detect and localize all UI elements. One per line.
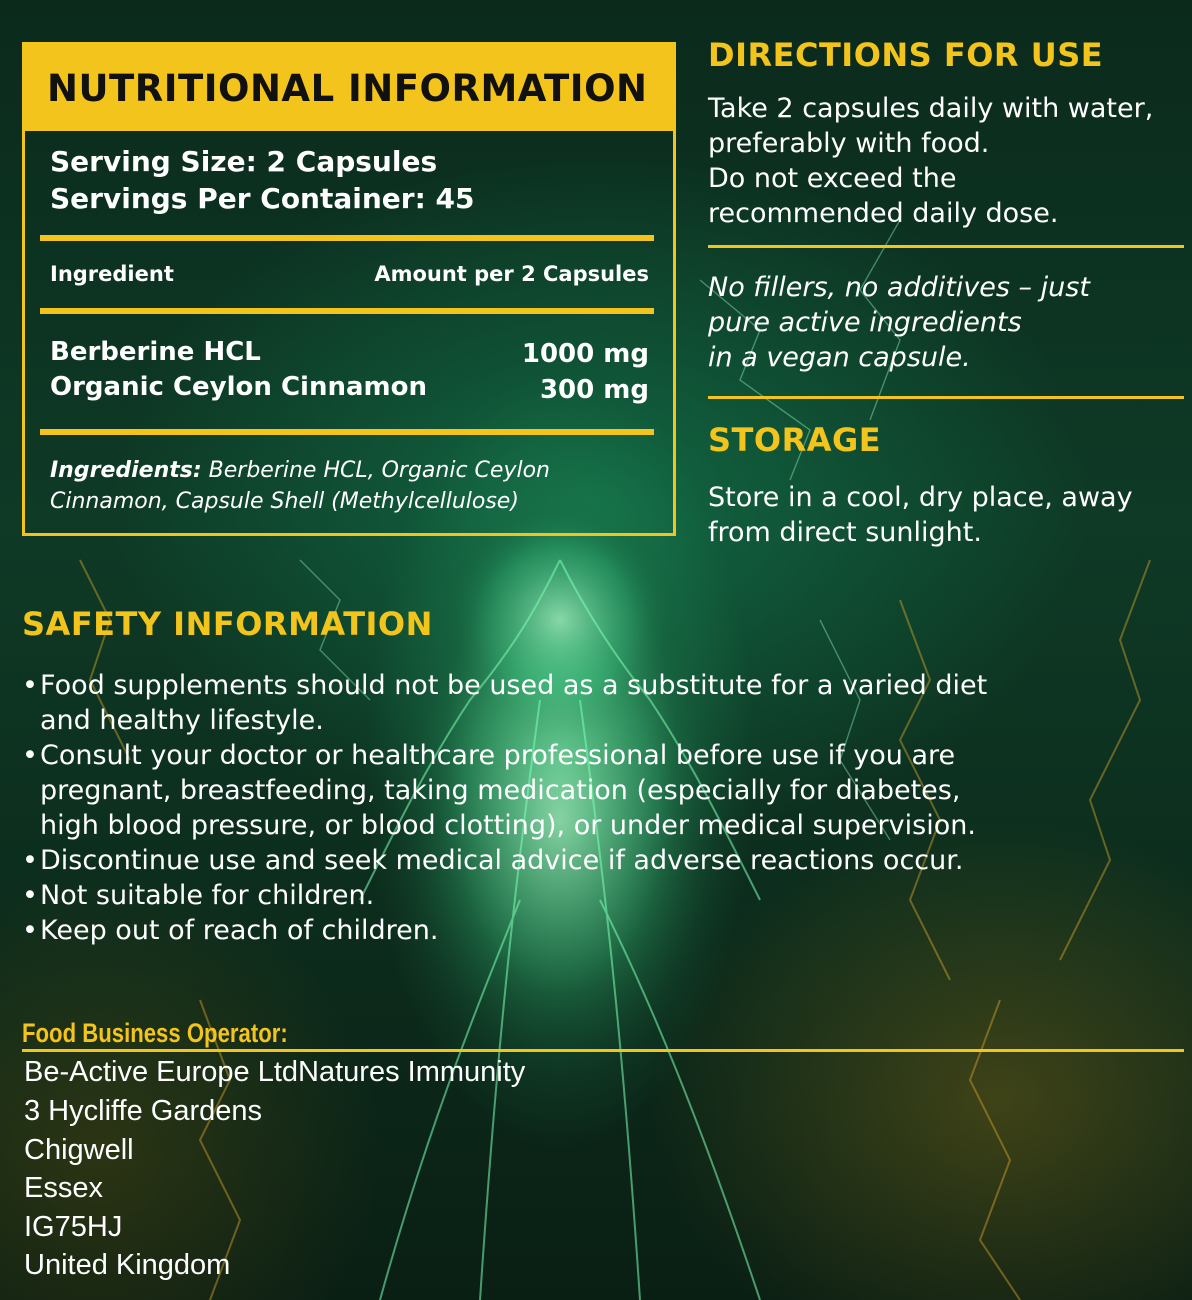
directions-line: Take 2 capsules daily with water, bbox=[708, 93, 1154, 124]
column-header-ingredient: Ingredient bbox=[50, 262, 174, 286]
note-line: No fillers, no additives – just bbox=[708, 272, 1090, 303]
ingredient-name: Berberine HCL bbox=[50, 337, 261, 367]
list-item: •Consult your doctor or healthcare professional before use if you are bbox=[22, 740, 956, 771]
list-item-continuation: pregnant, breastfeeding, taking medication (especially for diabetes, bbox=[40, 775, 961, 806]
address-line: United Kingdom bbox=[24, 1249, 231, 1281]
serving-size: Serving Size: 2 Capsules bbox=[50, 145, 438, 178]
directions-title: DIRECTIONS FOR USE bbox=[708, 36, 1104, 74]
storage-title: STORAGE bbox=[708, 421, 882, 459]
address-line: IG75HJ bbox=[24, 1211, 123, 1243]
ingredient-name: Organic Ceylon Cinnamon bbox=[50, 372, 427, 402]
ingredients-list bbox=[50, 455, 650, 517]
storage-text bbox=[708, 480, 1133, 550]
directions-line: recommended daily dose. bbox=[708, 198, 1059, 229]
ingredients-line: Cinnamon, Capsule Shell (Methylcellulose) bbox=[50, 489, 519, 514]
directions-text bbox=[708, 91, 1153, 231]
directions-note bbox=[708, 270, 1090, 375]
storage-line: from direct sunlight. bbox=[708, 517, 982, 548]
safety-title: SAFETY INFORMATION bbox=[22, 605, 433, 643]
address-line: Be-Active Europe LtdNatures Immunity bbox=[24, 1056, 526, 1088]
divider bbox=[40, 308, 654, 314]
directions-line: Do not exceed the bbox=[708, 163, 957, 194]
servings-per-container: Servings Per Container: 45 bbox=[50, 182, 475, 215]
ingredient-amount: 1000 mg bbox=[521, 339, 649, 369]
list-item: •Not suitable for children. bbox=[22, 880, 375, 911]
divider bbox=[40, 429, 654, 435]
divider bbox=[708, 245, 1184, 248]
list-item: •Keep out of reach of children. bbox=[22, 915, 439, 946]
safety-list bbox=[22, 668, 987, 948]
list-item-continuation: and healthy lifestyle. bbox=[40, 705, 324, 736]
note-line: in a vegan capsule. bbox=[708, 342, 971, 373]
storage-line: Store in a cool, dry place, away bbox=[708, 482, 1133, 513]
divider bbox=[40, 235, 654, 241]
column-header-amount: Amount per 2 Capsules bbox=[374, 262, 649, 286]
operator-title: Food Business Operator: bbox=[22, 1018, 288, 1048]
address-line: Chigwell bbox=[24, 1134, 134, 1166]
address-line: 3 Hycliffe Gardens bbox=[24, 1095, 263, 1127]
nutrition-panel bbox=[22, 42, 676, 536]
divider bbox=[22, 1049, 1184, 1052]
nutrition-header bbox=[25, 45, 673, 131]
ingredients-label: Ingredients: bbox=[50, 458, 202, 483]
ingredient-amount: 300 mg bbox=[539, 375, 649, 405]
address-line: Essex bbox=[24, 1172, 103, 1204]
directions-line: preferably with food. bbox=[708, 128, 990, 159]
divider bbox=[708, 396, 1184, 399]
list-item: •Food supplements should not be used as a substitute for a varied diet bbox=[22, 670, 988, 701]
ingredients-line: Berberine HCL, Organic Ceylon bbox=[208, 458, 550, 483]
note-line: pure active ingredients bbox=[708, 307, 1022, 338]
list-item-continuation: high blood pressure, or blood clotting), or under medical supervision. bbox=[40, 810, 976, 841]
list-item: •Discontinue use and seek medical advice if adverse reactions occur. bbox=[22, 845, 964, 876]
nutrition-title: NUTRITIONAL INFORMATION bbox=[47, 67, 648, 110]
